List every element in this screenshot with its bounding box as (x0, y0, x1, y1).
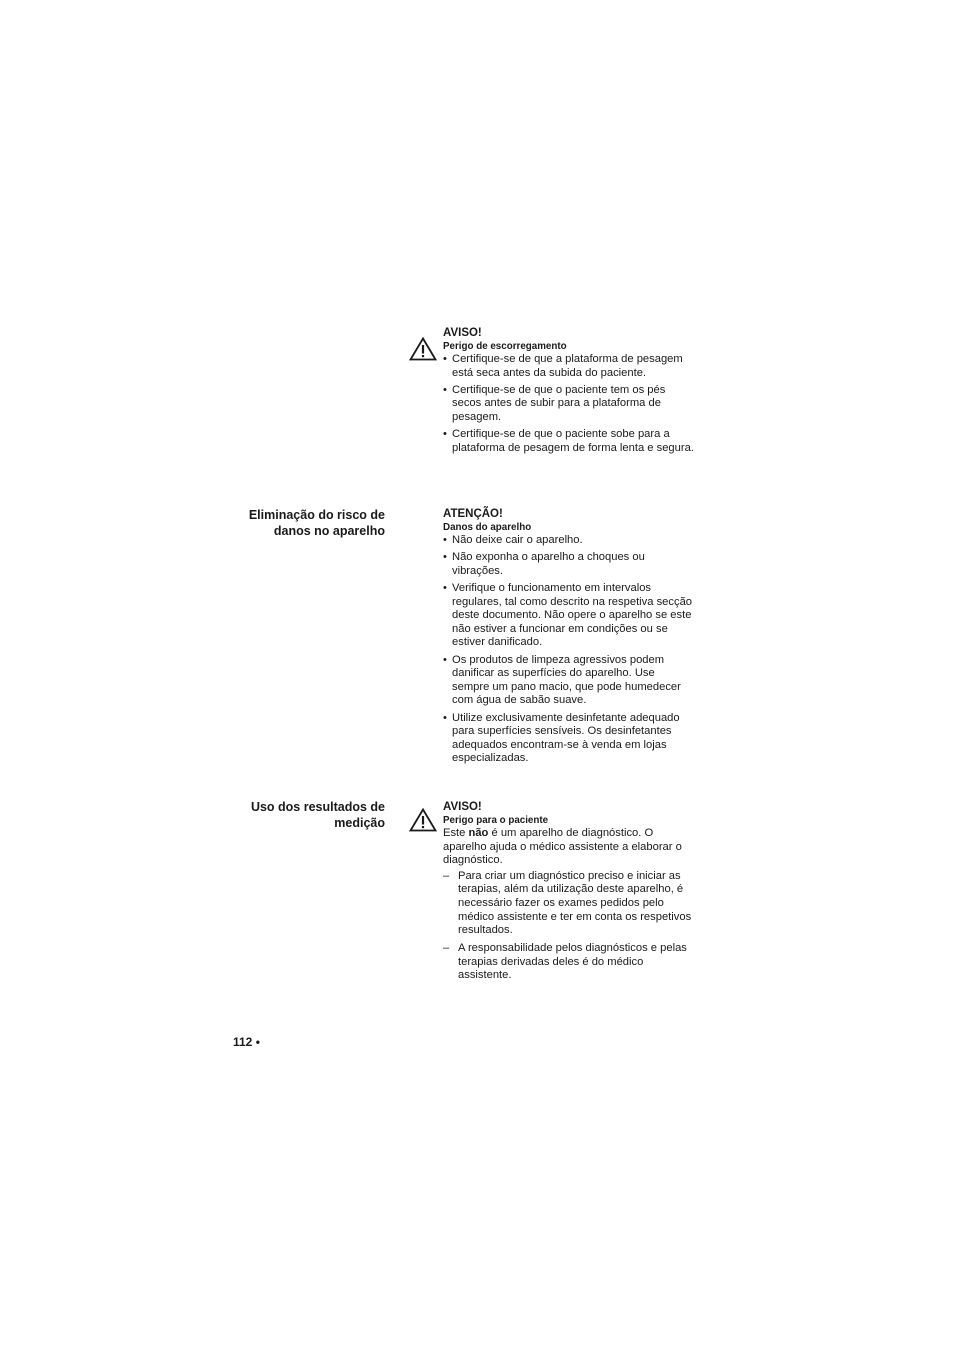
heading-line: Eliminação do risco de (248, 508, 385, 522)
section-heading-device-damage (205, 507, 385, 539)
heading-line: danos no aparelho (273, 524, 385, 538)
warning-block-patient (443, 800, 695, 987)
warning-block-slip (443, 326, 695, 459)
bullet-list (443, 534, 695, 766)
list-item: • Utilize exclusivamente desinfetante adequado para superfícies sensíveis. Os desinfetantes adequados encontram-se à venda em lojas especializadas. (443, 712, 695, 766)
list-item: • Verifique o funcionamento em intervalos regulares, tal como descrito na respetiva secção deste documento. Não opere o aparelho se este não estiver a funcionar em condições ou se estiver danificado. (443, 582, 695, 650)
intro-text: é um aparelho de diagnóstico. O aparelho ajuda o médico assistente a elaborar o diagnóstico. (443, 827, 682, 867)
list-item: – Para criar um diagnóstico preciso e iniciar as terapias, além da utilização deste aparelho, é necessário fazer os exames pedidos pelo médico assistente e ter em conta os respetivos resultados. (443, 870, 695, 938)
caution-block-device (443, 507, 695, 769)
warning-subtitle: Perigo para o paciente (443, 815, 549, 826)
section-heading-measurement-results (205, 799, 385, 831)
intro-text: Este (443, 827, 466, 839)
caution-label: ATENÇÃO! (443, 508, 503, 520)
list-item: • Os produtos de limpeza agressivos podem danificar as superfícies do aparelho. Use sempre um pano macio, que pode humedecer com água de sabão suave. (443, 654, 695, 708)
warning-label: AVISO! (443, 327, 482, 339)
list-item: • Não exponha o aparelho a choques ou vibrações. (443, 551, 695, 578)
intro-emphasis: não (468, 827, 489, 839)
heading-line: Uso dos resultados de (250, 800, 385, 814)
warning-subtitle: Perigo de escorregamento (443, 341, 567, 352)
dash-list (443, 870, 695, 983)
intro-paragraph (443, 827, 695, 868)
page-number: 112 • (233, 1035, 260, 1049)
warning-triangle-icon (409, 337, 437, 361)
bullet-list (443, 353, 695, 455)
warning-triangle-icon (409, 808, 437, 832)
heading-line: medição (334, 816, 385, 830)
list-item: • Certifique-se de que o paciente sobe para a plataforma de pesagem de forma lenta e segura. (443, 428, 695, 455)
caution-subtitle: Danos do aparelho (443, 522, 532, 533)
warning-label: AVISO! (443, 801, 482, 813)
list-item: • Certifique-se de que o paciente tem os pés secos antes de subir para a plataforma de pesagem. (443, 384, 695, 425)
list-item: • Não deixe cair o aparelho. (443, 534, 695, 548)
list-item: • Certifique-se de que a plataforma de pesagem está seca antes da subida do paciente. (443, 353, 695, 380)
list-item: – A responsabilidade pelos diagnósticos e pelas terapias derivadas deles é do médico assistente. (443, 942, 695, 983)
